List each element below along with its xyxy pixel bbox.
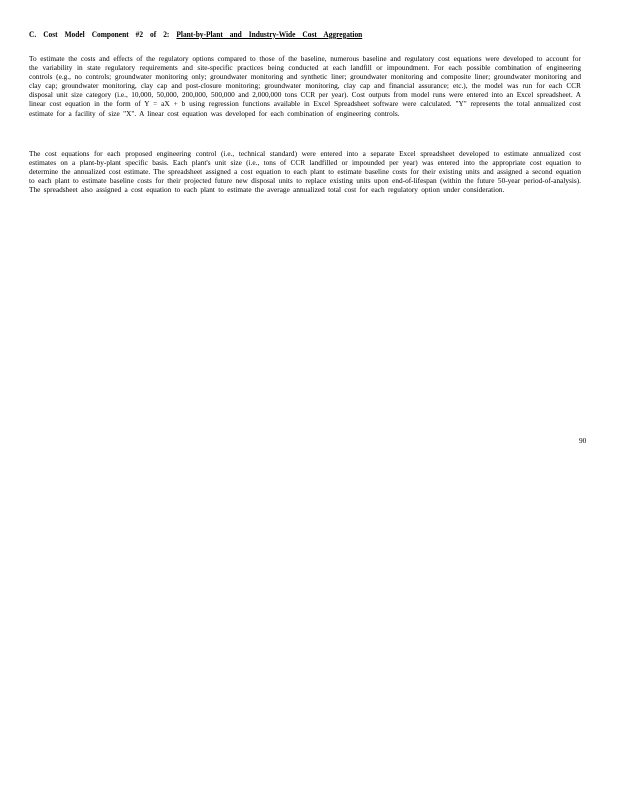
body-paragraph: The cost equations for each proposed engineering control (i.e., technical standard) were entered into a separate Excel spreadsheet developed to estimate annualized cost estimates on a plant-by-plant specific basis. Each plant's unit size (i.e., tons of CCR landfilled or impounded per year) was entered into the appropriate cost equation to determine the annualized cost estimate. The spreadsheet assigned a cost equation to each plant to estimate baseline costs for their existing units and assigned a second equation to each plant to estimate baseline costs for their projected future new disposal units to replace existing units upon end-of-lifespan (within the future 50-year period-of-analysis). The spreadsheet also assigned a cost equation to each plant to estimate the average annualized total cost for each regulatory option under consideration. [29, 149, 581, 195]
body-paragraph: To estimate the costs and effects of the regulatory options compared to those of the baseline, numerous baseline and regulatory cost equations were developed to account for the variability in state regulatory requirements and site-specific practices being conducted at each landfill or impoundment. For each possible combination of engineering controls (e.g., no controls; groundwater monitoring only; groundwater monitoring and synthetic liner; groundwater monitoring and composite liner; groundwater monitoring and clay cap; groundwater monitoring, clay cap and post-closure monitoring; groundwater monitoring, clay cap and financial assurance; etc.), the model was run for each CCR disposal unit size category (i.e., 10,000, 50,000, 200,000, 500,000 and 2,000,000 tons CCR per year). Cost outputs from model runs were entered into an Excel spreadsheet. A linear cost equation in the form of Y = aX + b using regression functions available in Excel Spreadsheet software were calculated. "Y" represents the total annualized cost estimate for a facility of size "X". A linear cost equation was developed for each combination of engineering controls. [29, 54, 581, 118]
section-heading-title: Plant-by-Plant and Industry-Wide Cost Aggregation [176, 29, 363, 39]
section-heading [29, 29, 511, 40]
page-number: 90 [579, 436, 587, 445]
section-heading-prefix: C. Cost Model Component #2 of 2: [29, 29, 177, 39]
